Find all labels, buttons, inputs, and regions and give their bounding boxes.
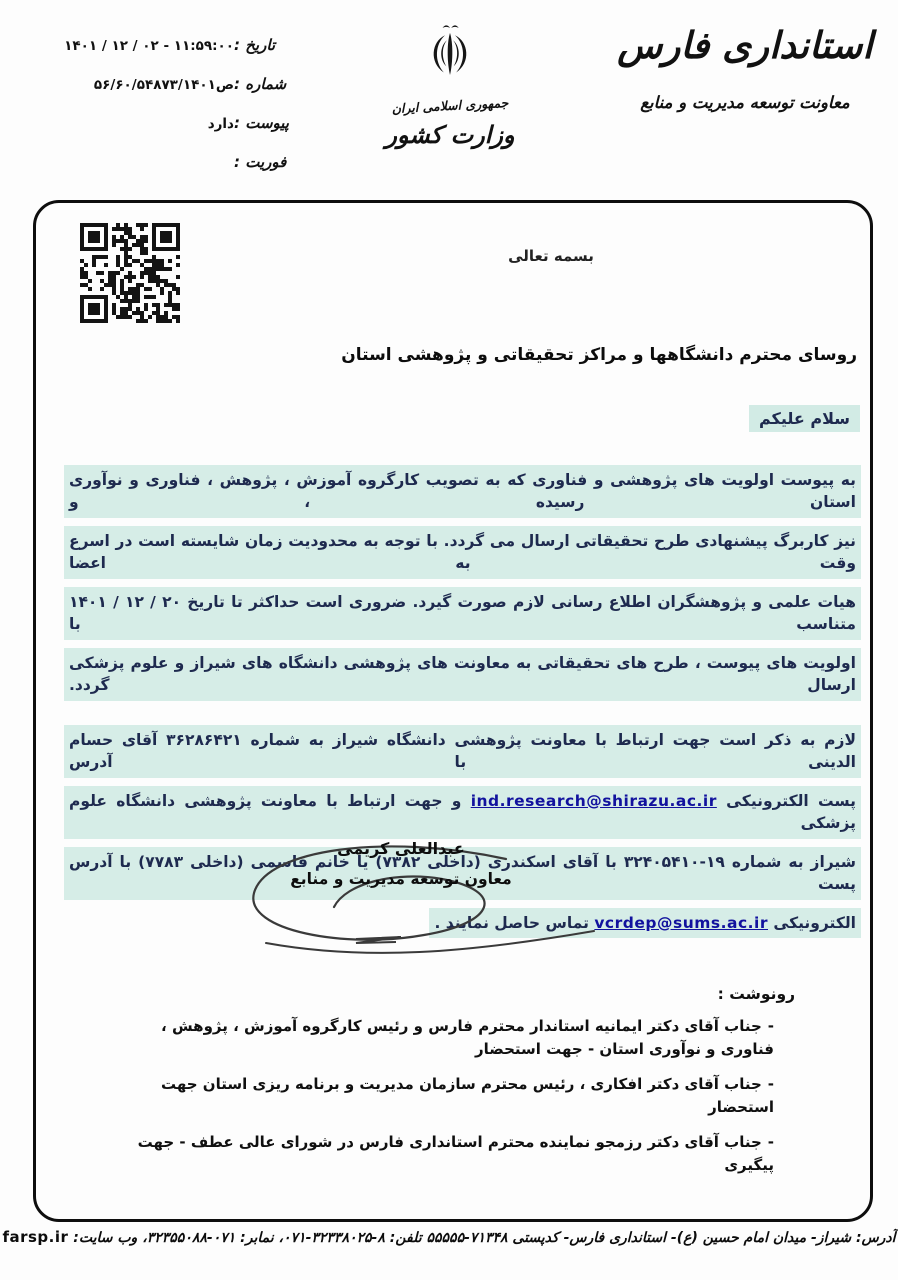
ministry-name: وزارت کشور (385, 121, 515, 149)
attachment-label: پیوست : (234, 114, 289, 132)
cc-list (106, 1015, 774, 1189)
cc-item: -جناب آقای دکتر افکاری ، رئیس محترم سازمان مدیریت و برنامه ریزی استان جهت استحضار (160, 1075, 774, 1116)
footer-website-link[interactable]: farsp.ir (2, 1228, 69, 1246)
urgency-row (16, 153, 300, 177)
date-value: ۱۴۰۱ / ۱۲ / ۰۲ - ۱۱:۵۹:۰۰ (64, 38, 234, 54)
cc-item: -جناب آقای دکتر رزمجو نماینده محترم استانداری فارس در شورای عالی عطف - جهت پیگیری (137, 1133, 774, 1174)
dash: - (767, 1075, 774, 1093)
cc-label: رونوشت : (717, 985, 795, 1003)
body-line: اولویت های پیوست ، طرح های تحقیقاتی به معاونت های پژوهشی دانشگاه های شیراز و علوم پزشکی ارسال گردد. (64, 648, 861, 701)
salutation-text: سلام علیکم (749, 405, 860, 432)
org-title: استانداری فارس (617, 24, 873, 67)
footer-address: آدرس: شیراز- میدان امام حسین (ع)- استانداری فارس- کدپستی ۷۱۳۴۸-۵۵۵۵۵ تلفن: ۸-۳۲۳۳۸۰۲۵-۰۷۱، نمابر: ۰۷۱-۳۲۳۵۵۰۸۸، وب سایت: (68, 1230, 896, 1246)
body-line: لازم به ذکر است جهت ارتباط با معاونت پژوهشی دانشگاه شیراز به شماره ۳۶۲۸۶۴۲۱ آقای حسام الدینی با آدرس (64, 725, 861, 778)
header-meta-fields (16, 36, 300, 192)
body-line: به پیوست اولویت های پژوهشی و فناوری که به تصویب کارگروه آموزش ، پژوهش ، فناوری و نوآوری استان رسیده ، و (64, 465, 861, 518)
body-line: هیات علمی و پژوهشگران اطلاع رسانی لازم صورت گیرد. ضروری است حداکثر تا تاریخ ۲۰ / ۱۲ / ۱۴۰۱ متناسب با (64, 587, 861, 640)
date-row (16, 36, 300, 60)
body-line-with-email (429, 908, 861, 938)
signer-title: معاون توسعه مدیریت و منابع (290, 870, 512, 888)
signer-name: عبدالعلی کریمی (337, 839, 465, 858)
email-link-shirazu[interactable]: ind.research@shirazu.ac.ir (470, 791, 717, 810)
qr-code (80, 223, 180, 323)
paragraph-gap (64, 709, 861, 725)
body-text: پست الکترونیکی (716, 791, 856, 810)
recipient-heading: روسای محترم دانشگاهها و مراکز تحقیقاتی و پژوهشی استان (341, 345, 857, 365)
urgency-label: فوریت : (234, 153, 287, 171)
attachment-value: دارد (207, 116, 234, 132)
attachment-row (16, 114, 300, 138)
signature-block (251, 839, 551, 888)
cc-item: -جناب آقای دکتر ایمانیه استاندار محترم فارس و رئیس کارگروه آموزش ، پژوهش ، فناوری و نوآوری استان - جهت استحضار (161, 1017, 774, 1058)
body-line: نیز کاربرگ پیشنهادی طرح تحقیقاتی ارسال می گردد. با توجه به محدودیت زمان شایسته است در اسرع وقت به اعضا (64, 526, 861, 579)
body-text: تماس حاصل نمایند . (434, 913, 595, 932)
number-label: شماره : (234, 75, 287, 93)
letterhead-footer (0, 1228, 898, 1246)
org-subtitle: معاونت توسعه مدیریت و منابع (640, 93, 850, 112)
body-line-with-email (64, 786, 861, 839)
dash: - (767, 1017, 774, 1035)
national-emblem-block (366, 20, 534, 149)
letter-frame (33, 200, 873, 1222)
iran-emblem-icon (419, 20, 481, 94)
email-link-sums[interactable]: vcrdep@sums.ac.ir (594, 913, 768, 932)
org-header-block (606, 24, 884, 112)
country-name: جمهوری اسلامی ایران (391, 94, 509, 117)
date-label: تاریخ : (234, 36, 276, 54)
body-text: و جهت ارتباط با معاونت پژوهشی دانشگاه علوم پزشکی (69, 791, 856, 833)
dash: - (767, 1133, 774, 1151)
number-value: ۵۶/۶۰/۵۴۸۷۳/۱۴۰۱ص (93, 77, 234, 93)
number-row (16, 75, 300, 99)
body-line: شیراز به شماره ۱۹-۳۲۴۰۵۴۱۰ با آقای اسکندری (داخلی ۷۳۸۲) یا خانم قاسمی (داخلی ۷۷۸۳) با آدرس پست (64, 847, 861, 900)
body-text: الکترونیکی (768, 913, 856, 932)
besmellah-text: بسمه تعالی (508, 247, 594, 265)
